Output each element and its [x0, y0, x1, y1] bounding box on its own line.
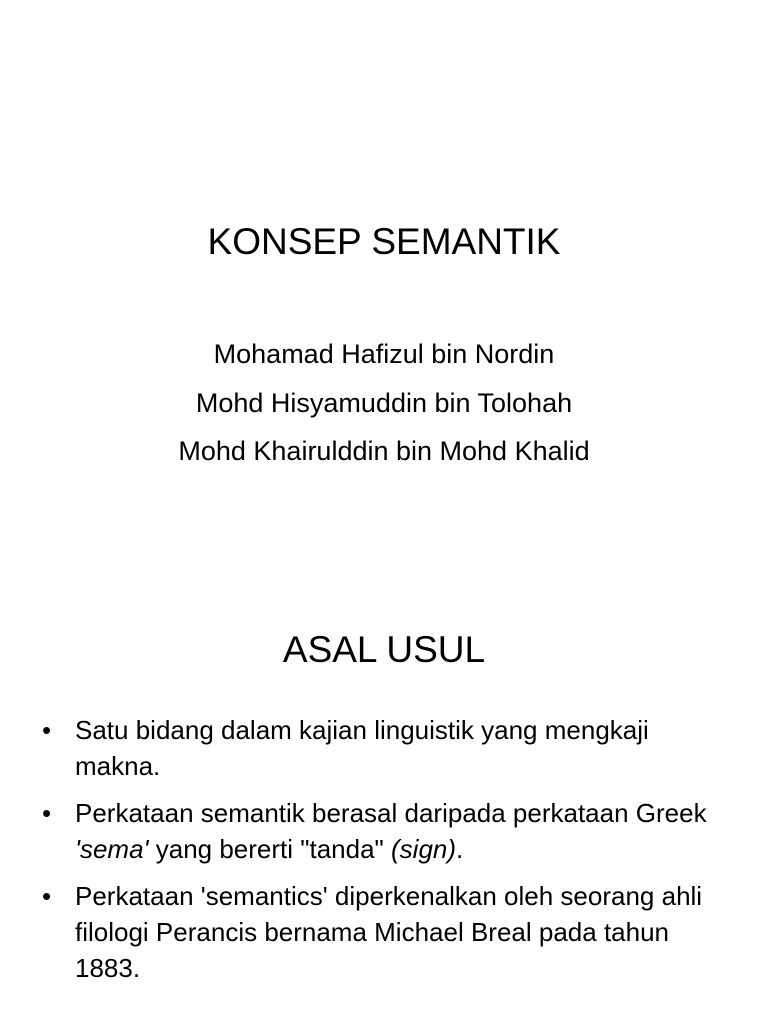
bullet-text-part: Perkataan semantik berasal daripada perkataan Greek [75, 798, 707, 828]
bullet-italic-term: 'sema' [75, 834, 149, 864]
bullet-text: Satu bidang dalam kajian linguistik yang mengkaji makna. [75, 715, 649, 781]
author-name: Mohd Hisyamuddin bin Tolohah [195, 387, 573, 418]
bullet-icon: • [42, 715, 52, 745]
slide-asal-usul [0, 512, 768, 1024]
slide-asal-usul-heading: ASAL USUL [282, 629, 486, 670]
author-name: Mohd Khairulddin bin Mohd Khalid [178, 436, 590, 466]
bullet-list [42, 712, 738, 997]
bullet-text: Perkataan 'semantics' diperkenalkan oleh seorang ahli filologi Perancis bernama Michael Breal pada tahun 1883. [75, 881, 703, 983]
slide-title-heading: KONSEP SEMANTIK [207, 221, 561, 262]
author-name: Mohamad Hafizul bin Nordin [213, 339, 555, 369]
bullet-item [42, 795, 738, 867]
bullet-italic-term: (sign) [391, 834, 457, 864]
bullet-item [42, 712, 738, 784]
author-list [0, 330, 768, 476]
bullet-icon: • [42, 798, 52, 828]
bullet-item [42, 878, 738, 986]
bullet-icon: • [42, 881, 52, 911]
bullet-text-part: yang bererti "tanda" [148, 834, 392, 864]
bullet-text-part: . [456, 834, 464, 864]
